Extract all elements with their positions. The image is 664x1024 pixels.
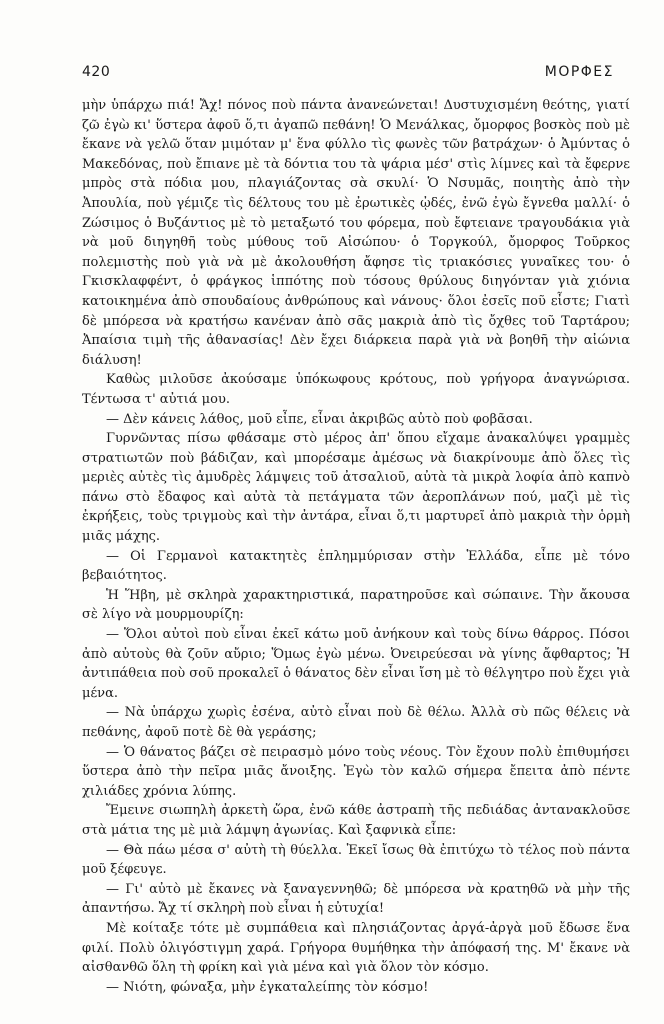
paragraph: Μὲ κοίταξε τότε μὲ συμπάθεια καὶ πλησιάζοντας ἀργά-ἀργὰ μοῦ ἔδωσε ἕνα φιλί. Πολὺ ὀλιγόστιγμη χαρά. Γρήγορα θυμήθηκα τὴν ἀπόφασή της. Μ' ἔκανε νὰ αἰσθανθῶ ὅλη τὴ φρίκη καὶ γιὰ μένα καὶ γιὰ ὅλον τὸν κόσμο. <box>82 920 630 976</box>
paragraph: μὴν ὑπάρχω πιά! Ἄχ! πόνος ποὺ πάντα ἀνανεώνεται! Δυστυχισμένη θεότης, γιατί ζῶ ἐγὼ κι' ὕστερα ἀφοῦ ὅ,τι ἀγαπῶ πεθάνη! Ὁ Μενάλκας, ὄμορφος βοσκὸς ποὺ μὲ ἔκανε νὰ γελῶ ὅταν μιμόταν μ' ἕνα φύλλο τὶς φωνὲς τῶν βατράχων· ὁ Ἀμύντας ὁ Μακεδόνας, ποὺ ἔπιανε μὲ τὰ δόντια του τὰ ψάρια μέσ' στὶς λίμνες καὶ τὰ ἔφερνε μπρὸς στὰ πόδια μου, πλαγιάζοντας σὰ σκυλί· Ὁ Νσυμᾶς, ποιητὴς ἀπὸ τὴν Ἀπουλία, ποὺ γέμιζε τὶς δέλτους του μὲ ἐρωτικὲς ᾠδές, ἐνῶ ἐγὼ ἔγνεθα μαλλί· ὁ Ζώσιμος ὁ Βυζάντιος μὲ τὸ μεταξωτό του φόρεμα, ποὺ ἔφτειανε τραγουδάκια γιὰ νὰ μοῦ διηγηθῆ τοὺς μύθους τοῦ Αἰσώπου· ὁ Τοργκούλ, ὄμορφος Τοῦρκος πολεμιστὴς ποὺ γιὰ νὰ μὲ ἀκολουθήση ἄφησε τὶς τριακόσιες γυναῖκες του· ὁ Γκισκλαφφέντ, ὁ φράγκος ἱππότης ποὺ τόσους θρύλους διηγόνταν γιὰ χιόνια κατοικημένα ἀπὸ σπουδαίους ἀνθρώπους καὶ νάνους· ὅλοι ἐσεῖς ποῦ εἶστε; Γιατὶ δὲ μπόρεσα νὰ κρατήσω κανέναν ἀπὸ σᾶς μακριὰ ἀπὸ τὶς ὄχθες τοῦ Ταρτάρου; Ἀπαίσια τιμὴ τῆς ἀθανασίας! Δὲν ἔχει διάρκεια παρὰ γιὰ νὰ βοηθῆ τὴν αἰώνια διάλυση! <box>82 98 630 368</box>
paragraph: Ἔμεινε σιωπηλὴ ἀρκετὴ ὥρα, ἐνῶ κάθε ἀστραπὴ τῆς πεδιάδας ἀντανακλοῦσε στὰ μάτια της μὲ μιὰ λάμψη ἀγωνίας. Καὶ ξαφνικὰ εἶπε: <box>82 803 630 838</box>
body-text <box>82 96 630 997</box>
paragraph: — Ὅλοι αὐτοὶ ποὺ εἶναι ἐκεῖ κάτω μοῦ ἀνήκουν καὶ τοὺς δίνω θάρρος. Πόσοι ἀπὸ αὐτοὺς θὰ ζοῦν αὔριο; Ὅμως ἐγὼ μένω. Ὀνειρεύεσαι νὰ γίνης ἄφθαρτος; Ἡ ἀντιπάθεια ποὺ σοῦ προκαλεῖ ὁ θάνατος δὲν εἶναι ἴση μὲ τὸ θέλγητρο ποὺ ἔχει γιὰ μένα. <box>82 627 631 701</box>
paragraph: — Νὰ ὑπάρχω χωρὶς ἐσένα, αὐτὸ εἶναι ποὺ δὲ θέλω. Ἀλλὰ σὺ πῶς θέλεις νὰ πεθάνης, ἀφοῦ ποτὲ δὲ θὰ γεράσης; <box>82 705 630 740</box>
paragraph: Καθὼς μιλοῦσε ἀκούσαμε ὑπόκωφους κρότους, ποὺ γρήγορα ἀναγνώρισα. Τέντωσα τ' αὐτιά μου. <box>82 372 630 407</box>
paragraph: — Ὁ θάνατος βάζει σὲ πειρασμὸ μόνο τοὺς νέους. Τὸν ἔχουν πολὺ ἐπιθυμήσει ὕστερα ἀπὸ τὴν πεῖρα μιᾶς ἄνοιξης. Ἐγὼ τὸν καλῶ σήμερα ἔπειτα ἀπὸ πέντε χιλιάδες χρόνια λύπης. <box>82 744 630 799</box>
running-title: ΜΟΡΦΕΣ <box>544 64 614 80</box>
paragraph: Ἡ Ἥβη, μὲ σκληρὰ χαρακτηριστικά, παρατηροῦσε καὶ σώπαινε. Τὴν ἄκουσα σὲ λίγο νὰ μουρμουρίζη: <box>82 587 630 623</box>
paragraph: — Νιότη, φώναξα, μὴν ἐγκαταλείπης τὸν κόσμο! <box>106 979 429 995</box>
paragraph: Γυρνῶντας πίσω φθάσαμε στὸ μέρος ἀπ' ὅπου εἴχαμε ἀνακαλύψει γραμμὲς στρατιωτῶν ποὺ βάδιζαν, καὶ μπορέσαμε ἀμέσως νὰ διακρίνουμε ἀπὸ ὅλες τὶς μεριὲς αὐτὲς τὶς ἀμυδρὲς λάμψεις τοῦ ἀτσαλιοῦ, αὐτὰ τὰ μικρὰ λοφία ἀπὸ καπνὸ πάνω στὸ ἔδαφος καὶ αὐτὰ τὰ πετάγματα τῶν ἀεροπλάνων πού, μαζὶ μὲ τὶς ἐκρήξεις, τοὺς τριγμοὺς καὶ τὴν ἀντάρα, εἶναι ὅ,τι μαρτυρεῖ ἀπὸ μακριὰ τὴν ὁρμὴ μιᾶς μάχης. <box>82 431 630 545</box>
paragraph: — Δὲν κάνεις λάθος, μοῦ εἶπε, εἶναι ἀκριβῶς αὐτὸ ποὺ φοβᾶσαι. <box>106 411 533 427</box>
page-number: 420 <box>82 64 111 80</box>
paragraph: — Οἱ Γερμανοὶ κατακτητὲς ἐπλημμύρισαν στὴν Ἑλλάδα, εἶπε μὲ τόνο βεβαιότητος. <box>82 548 630 584</box>
paragraph: — Θὰ πάω μέσα σ' αὐτὴ τὴ θύελλα. Ἐκεῖ ἴσως θὰ ἐπιτύχω τὸ τέλος ποὺ πάντα μοῦ ξέφευγε. <box>82 842 630 878</box>
page-header <box>82 64 614 86</box>
paragraph: — Γι' αὐτὸ μὲ ἔκανες νὰ ξαναγεννηθῶ; δὲ μπόρεσα νὰ κρατηθῶ νὰ μὴν τῆς ἀπαντήσω. Ἄχ τί σκληρὴ ποὺ εἶναι ἡ εὐτυχία! <box>82 881 630 917</box>
